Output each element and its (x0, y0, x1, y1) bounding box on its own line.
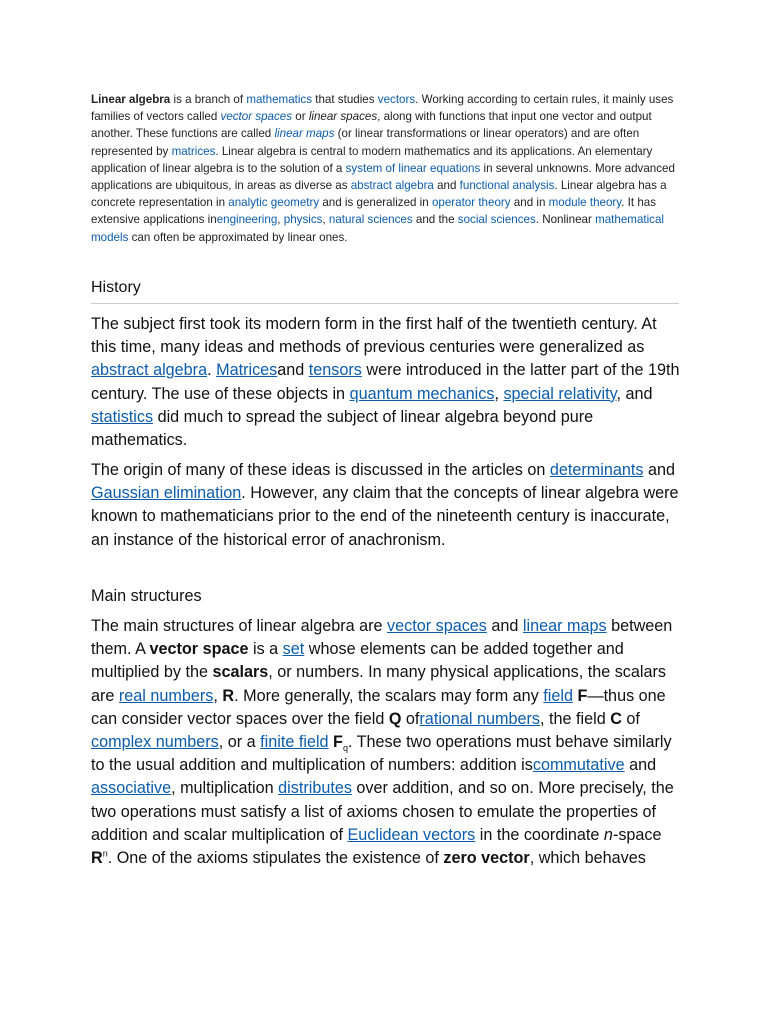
wiki-link[interactable]: analytic geometry (228, 196, 320, 210)
bold-term: Q (388, 709, 402, 728)
text-run: The origin of many of these ideas is discussed in the articles on (91, 461, 550, 479)
text-run: , which behaves (529, 849, 646, 868)
text-run: , or a (218, 733, 261, 752)
wiki-link[interactable]: vector spaces (220, 110, 293, 124)
text-run: . More generally, the scalars may form any (234, 686, 544, 705)
text-run: . Linear algebra is central to modern mathematics and its applications. An elementary application of linear algebra is to the solution of a (91, 144, 653, 175)
wiki-link[interactable]: tensors (308, 361, 362, 380)
text-run: The subject first took its modern form in the first half of the twentieth century. At this time, many ideas and methods of previous centuries were generalized as (91, 315, 657, 357)
text-run: and (624, 756, 657, 775)
text-run: . These two operations must behave similarly to the usual addition and multiplication of numbers: addition is (91, 733, 672, 775)
bold-term: zero vector (443, 849, 530, 868)
history-paragraph-1 (91, 313, 681, 452)
text-run: and (486, 617, 523, 635)
text-run: -space (612, 825, 662, 844)
subscript: q (342, 743, 348, 754)
text-run: and is generalized in (319, 196, 432, 210)
wiki-link[interactable]: quantum mechanics (349, 384, 495, 403)
text-run: (or linear transformations or linear operators) and are often represented by (91, 127, 640, 158)
text-run: in several unknowns. More advanced applications are ubiquitous, in areas as diverse as (91, 161, 675, 193)
wiki-link[interactable]: Gaussian elimination (91, 484, 242, 503)
wiki-link[interactable]: vector spaces (387, 617, 487, 635)
text-run: and (277, 361, 309, 380)
text-run: or (292, 110, 309, 124)
wiki-link[interactable]: module theory (548, 196, 622, 210)
text-run: did much to spread the subject of linear algebra beyond pure mathematics. (91, 407, 594, 450)
wiki-link[interactable]: vectors (377, 93, 416, 106)
text-run: , (322, 213, 329, 227)
bold-term: C (610, 709, 622, 728)
text-run: , and (616, 384, 653, 403)
text-run: , (213, 686, 223, 705)
main-structures-paragraph (91, 615, 681, 870)
wiki-link[interactable]: field (543, 686, 573, 705)
wiki-link[interactable]: rational numbers (419, 709, 540, 728)
text-run: between them. A (91, 617, 673, 659)
text-run: , multiplication (171, 779, 279, 798)
text-run: . Linear algebra has a concrete representation in (91, 179, 667, 210)
wiki-link[interactable]: physics (283, 213, 323, 227)
text-run: —thus one can consider vector spaces over the field (91, 686, 666, 728)
text-run: , (277, 213, 284, 227)
text-run: is a (248, 640, 283, 659)
wiki-link[interactable]: engineering (216, 213, 278, 227)
wiki-link[interactable]: operator theory (431, 196, 511, 210)
text-run: in the coordinate (475, 825, 604, 844)
wiki-link[interactable]: mathematics (246, 93, 313, 106)
text-run: and (433, 179, 460, 193)
text-run: . Working according to certain rules, it mainly uses families of vectors called (91, 93, 674, 124)
text-run: and (643, 461, 675, 479)
wiki-link[interactable]: social sciences (457, 213, 536, 227)
text-run: . However, any claim that the concepts of linear algebra were known to mathematicians prior to the end of the nineteenth century is inaccurate, an instance of the historical error of anachronism. (91, 484, 679, 549)
wiki-link[interactable]: mathematical models (91, 213, 665, 244)
text-run: whose elements can be added together and multiplied by the (91, 640, 624, 682)
text-run: n (603, 825, 613, 844)
wiki-link[interactable]: statistics (91, 407, 154, 426)
wiki-link[interactable]: system of linear equations (345, 161, 481, 175)
wiki-link[interactable]: Euclidean vectors (347, 825, 476, 844)
wiki-link[interactable]: distributes (278, 779, 352, 798)
wiki-link[interactable]: abstract algebra (350, 179, 434, 193)
wiki-link[interactable]: special relativity (503, 384, 617, 403)
text-run: is a branch of (170, 93, 247, 106)
text-run: over addition, and so on. More precisely, the two operations must satisfy a list of axioms chosen to emulate the properties of addition and scalar multiplication of (91, 779, 674, 844)
history-paragraph-2 (91, 459, 681, 552)
main-structures-heading: Main structures (91, 587, 202, 605)
text-run: , (494, 384, 504, 403)
intro-text (91, 91, 681, 246)
bold-term: R (91, 849, 103, 868)
text-run: . One of the axioms stipulates the existence of (107, 849, 444, 868)
wiki-link[interactable]: functional analysis (459, 179, 555, 193)
text-run: , along with functions that input one vector and output another. These functions are called (91, 110, 652, 141)
wiki-link[interactable]: real numbers (118, 686, 214, 705)
wiki-link[interactable]: determinants (549, 461, 644, 479)
wiki-link[interactable]: set (282, 640, 305, 659)
wiki-link[interactable]: abstract algebra (91, 361, 208, 380)
text-run: and in (510, 196, 549, 210)
text-run: . Nonlinear (535, 213, 596, 227)
text-run: . It has extensive applications in (91, 196, 657, 227)
wiki-link[interactable]: associative (91, 779, 172, 798)
wiki-link[interactable]: Matrices (216, 361, 278, 380)
wiki-link[interactable]: natural sciences (328, 213, 413, 227)
bold-term: scalars (212, 663, 269, 682)
intro-paragraph (91, 91, 681, 246)
bold-term: vector space (149, 640, 249, 659)
text-run: , the field (540, 709, 611, 728)
wiki-link[interactable]: commutative (532, 756, 625, 775)
history-heading: History (91, 276, 679, 304)
wiki-link[interactable]: linear maps (274, 127, 335, 141)
wiki-link[interactable]: matrices (171, 144, 216, 158)
text-run: can often be approximated by linear ones. (128, 230, 348, 244)
text-run: were introduced in the latter part of the 19th century. The use of these objects in (91, 361, 680, 403)
wiki-link[interactable]: complex numbers (91, 733, 219, 752)
superscript: n (102, 848, 108, 859)
text-run: that studies (312, 93, 378, 106)
text-run: and the (412, 213, 458, 227)
bold-term: R (222, 686, 235, 705)
text-run: of (401, 709, 420, 728)
bold-term: F (333, 733, 343, 752)
text-run: . (207, 361, 217, 380)
wiki-link[interactable]: linear maps (522, 617, 607, 635)
bold-term: F (577, 686, 588, 705)
text-run: , or numbers. In many physical applications, the scalars are (91, 663, 666, 705)
text-run: The main structures of linear algebra are (91, 617, 388, 635)
bold-term: Linear algebra (91, 93, 171, 106)
wiki-link[interactable]: finite field (260, 733, 329, 752)
text-run: linear spaces (308, 110, 378, 124)
text-run: of (621, 709, 640, 728)
